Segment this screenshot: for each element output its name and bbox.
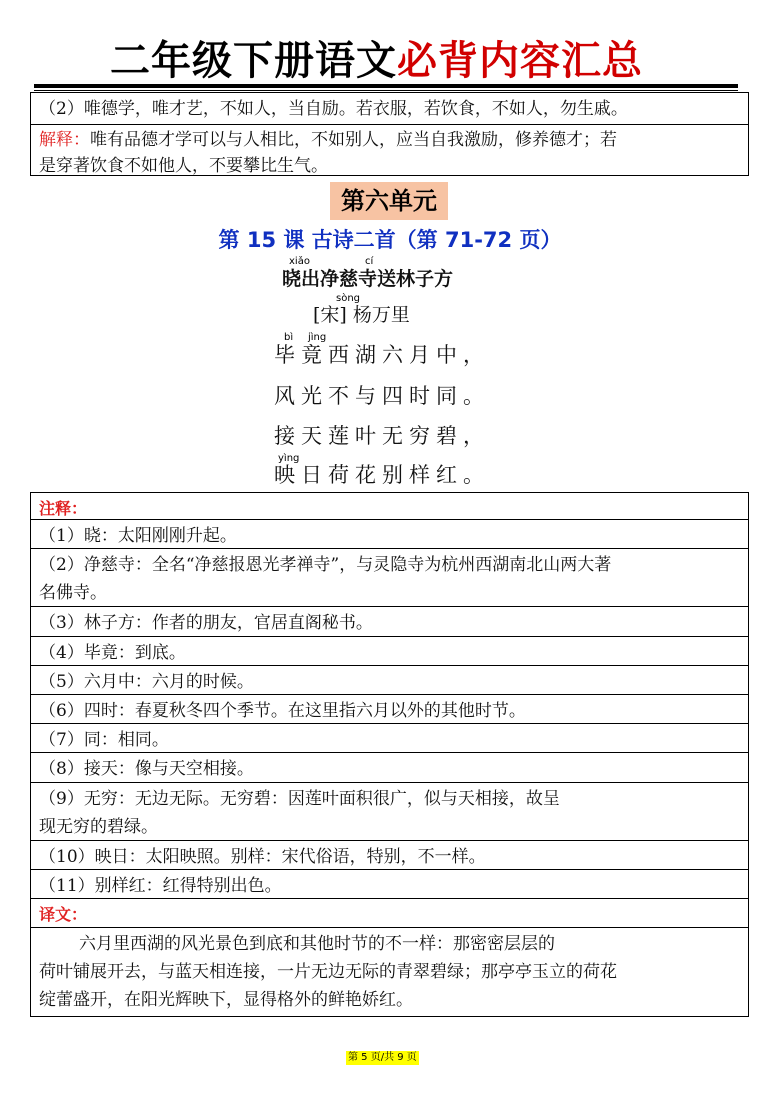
poem-line-3: 接天莲叶无穷碧，: [274, 424, 490, 448]
title-rule-thick: [34, 84, 738, 88]
translation-line: 荷叶铺展开去，与蓝天相连接，一片无边无际的青翠碧绿；那亭亭玉立的荷花: [39, 962, 617, 982]
translation-body: [31, 928, 748, 1016]
page-title: [110, 36, 643, 86]
title-rule-thin: [34, 90, 738, 91]
note-text: （9）无穷：无边无际。无穷碧：因莲叶面积很广，似与天相接，故呈: [39, 789, 560, 809]
poem-line-2: 风光不与四时同。: [274, 384, 490, 408]
note-text: 名佛寺。: [39, 583, 107, 603]
poem-author: [宋] 杨万里: [313, 304, 410, 326]
notes-box: [30, 492, 749, 1017]
unit-heading: 第六单元: [330, 182, 448, 220]
maxim-box: [30, 92, 749, 176]
page-header: [0, 36, 780, 86]
pinyin-ci: cí: [365, 256, 374, 267]
lesson-heading: 第 15 课 古诗二首（第 71-72 页）: [218, 228, 562, 252]
maxim-explanation: [31, 125, 748, 179]
pinyin-jing: jìng: [308, 332, 327, 343]
note-item: （6）四时：春夏秋冬四个季节。在这里指六月以外的其他时节。: [31, 695, 748, 724]
page-indicator: 第 5 页/共 9 页: [348, 1052, 417, 1063]
page-title-red: 必背内容汇总: [397, 37, 643, 84]
pinyin-song: sòng: [336, 293, 361, 304]
translation-heading: 译文：: [31, 899, 748, 928]
maxim-line: （2）唯德学，唯才艺，不如人，当自励。若衣服，若饮食，不如人，勿生戚。: [31, 93, 748, 125]
note-item: （7）同：相同。: [31, 724, 748, 753]
poem-line-4: 映日荷花别样红。: [274, 463, 490, 487]
note-item: （8）接天：像与天空相接。: [31, 753, 748, 783]
note-item: [31, 549, 748, 607]
note-item: （10）映日：太阳映照。别样：宋代俗语，特别，不一样。: [31, 841, 748, 870]
poem-line-1: 毕竟西湖六月中，: [274, 343, 490, 367]
translation-line: 六月里西湖的风光景色到底和其他时节的不一样：那密密层层的: [79, 934, 555, 954]
note-item: （5）六月中：六月的时候。: [31, 666, 748, 695]
note-item: （1）晓：太阳刚刚升起。: [31, 520, 748, 549]
note-text: 现无穷的碧绿。: [39, 817, 158, 837]
note-item: （11）别样红：红得特别出色。: [31, 870, 748, 899]
note-item: （3）林子方：作者的朋友，官居直阁秘书。: [31, 607, 748, 637]
pinyin-ying: yìng: [278, 453, 300, 464]
note-item: [31, 783, 748, 841]
notes-heading: 注释：: [31, 493, 748, 520]
note-item: （4）毕竟：到底。: [31, 637, 748, 666]
translation-line: 绽蕾盛开，在阳光辉映下，显得格外的鲜艳娇红。: [39, 990, 413, 1010]
pinyin-bi: bì: [284, 332, 294, 343]
explain-text-1: 唯有品德才学可以与人相比，不如别人，应当自我激励，修养德才；若: [90, 130, 617, 150]
pinyin-xiao: xiǎo: [289, 256, 310, 267]
poem-title: 晓出净慈寺送林子方: [282, 268, 454, 290]
explain-label: 解释：: [39, 130, 90, 150]
explain-text-2: 是穿著饮食不如他人，不要攀比生气。: [39, 156, 328, 176]
page-title-black: 二年级下册语文: [110, 37, 397, 84]
note-text: （2）净慈寺：全名“净慈报恩光孝禅寺”，与灵隐寺为杭州西湖南北山两大著: [39, 555, 612, 575]
